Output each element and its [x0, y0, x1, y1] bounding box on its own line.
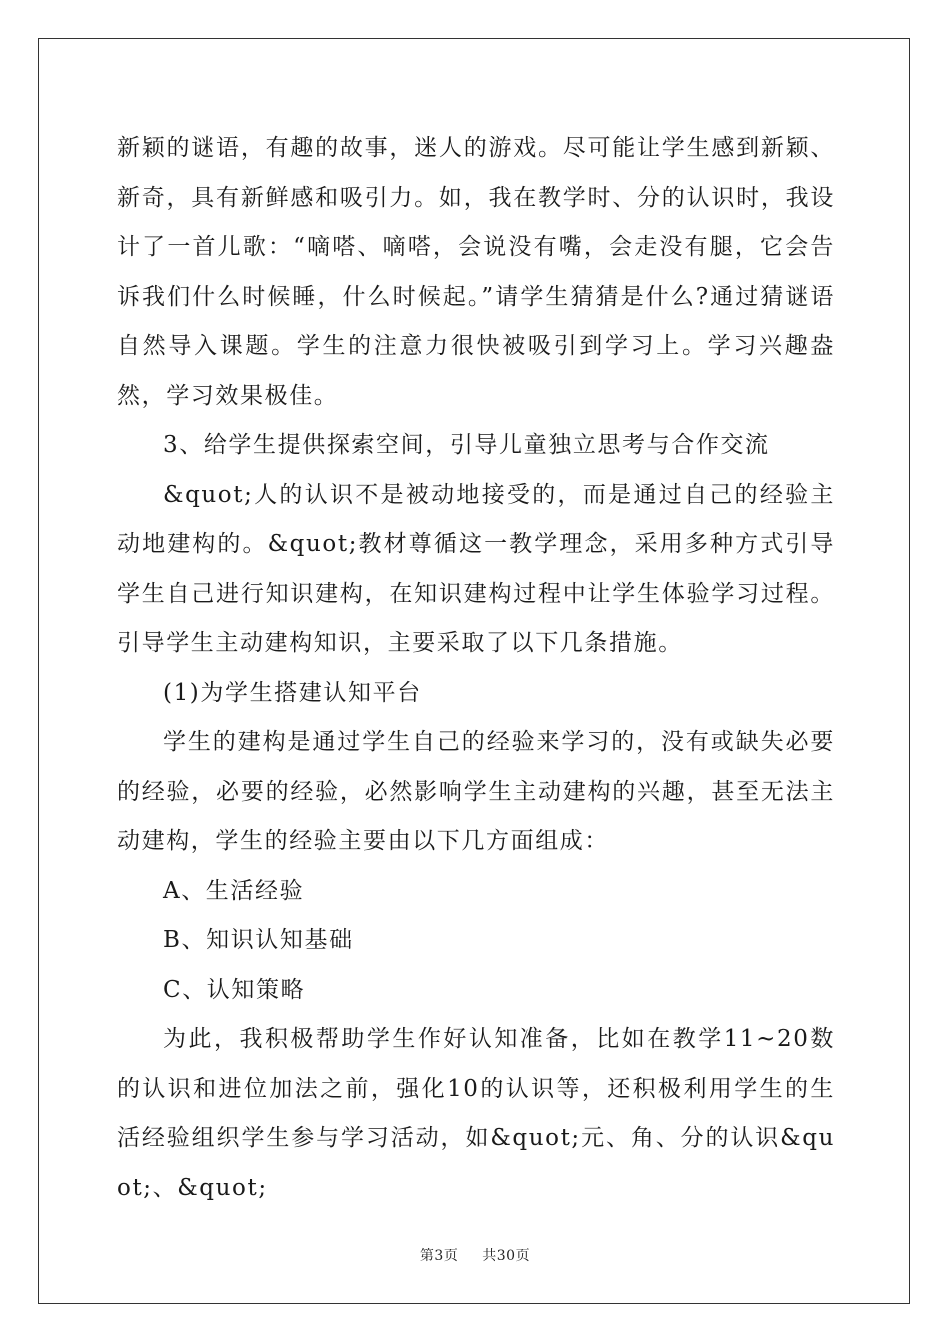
paragraph-3: &quot;人的认识不是被动地接受的，而是通过自己的经验主动地建构的。&quot;教材尊循这一教学理念，采用多种方式引导学生自己进行知识建构，在知识建构过程中让学生体验学习过程。 引导学生主动建构知识，主要采取了以下几条措施。 [117, 481, 835, 656]
page-total: 共30页 [482, 1248, 531, 1264]
paragraph-5: 学生的建构是通过学生自己的经验来学习的，没有或缺失必要的经验，必要的经验，必然影响学生主动建构的兴趣，甚至无法主动建构，学生的经验主要由以下几方面组成： [117, 729, 835, 854]
page-number: 第3页 [419, 1248, 459, 1264]
page-footer [0, 1245, 950, 1265]
document-body [117, 124, 835, 1213]
list-item-b: B、知识认知基础 [163, 927, 354, 953]
paragraph-1: 新颖的谜语，有趣的故事，迷人的游戏。尽可能让学生感到新颖、新奇，具有新鲜感和吸引力。如，我在教学时、分的认识时，我设计了一首儿歌：“嘀嗒、嘀嗒，会说没有嘴，会走没有腿，它会告诉我们什么时候睡，什么时候起。”请学生猜猜是什么?通过猜谜语自然导入课题。学生的注意力很快被吸引到学习上。学习兴趣盎然，学习效果极佳。 [117, 135, 835, 409]
list-item-a: A、生活经验 [163, 877, 305, 904]
paragraph-2-heading: 3、给学生提供探索空间，引导儿童独立思考与合作交流 [163, 432, 770, 458]
paragraph-4-subheading: (1)为学生搭建认知平台 [163, 679, 422, 706]
paragraph-6: 为此，我积极帮助学生作好认知准备，比如在教学11~20数的认识和进位加法之前，强化10的认识等，还积极利用学生的生活经验组织学生参与学习活动，如&quot;元、角、分的认识&quot;、&quot; [117, 1026, 835, 1201]
list-item-c: C、认知策略 [163, 976, 306, 1003]
